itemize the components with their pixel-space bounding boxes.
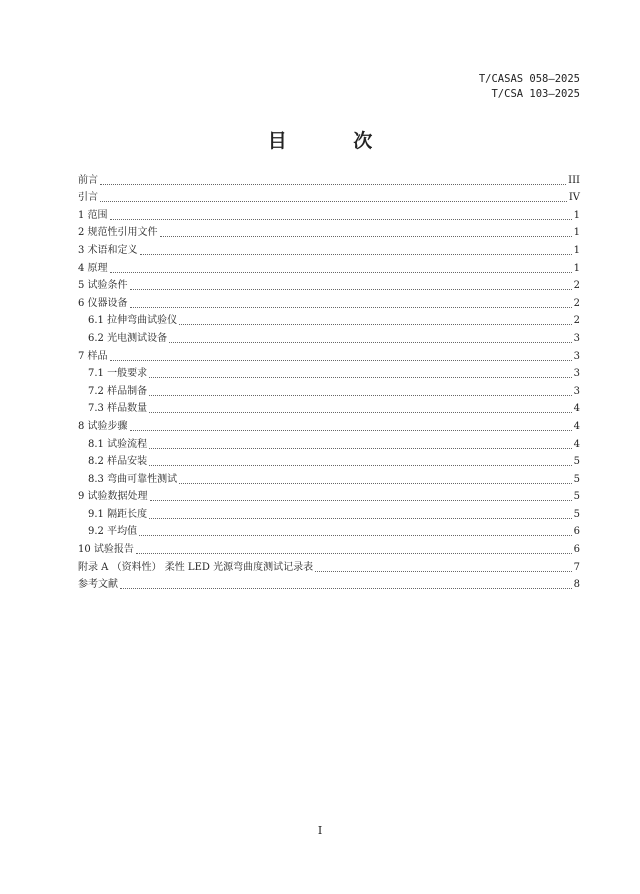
toc-entry-label: 参考文献 (78, 579, 118, 591)
toc-entry[interactable] (78, 468, 580, 486)
toc-entry-page: 4 (573, 420, 580, 432)
toc-entry-label: 引言 (78, 192, 98, 204)
toc-leader-dots (160, 236, 572, 237)
toc-leader-dots (150, 500, 572, 501)
toc-leader-dots (179, 324, 572, 325)
toc-entry-label: 7.2 样品制备 (88, 385, 148, 397)
toc-entry-label: 3 术语和定义 (78, 244, 138, 256)
toc-entry-label: 6.2 光电测试设备 (88, 332, 168, 344)
toc-entry-label: 1 范围 (78, 209, 108, 221)
toc-leader-dots (149, 412, 572, 413)
toc-leader-dots (100, 201, 567, 202)
toc-entry[interactable] (78, 204, 580, 222)
toc-entry-page: 3 (573, 350, 580, 362)
toc-leader-dots (149, 465, 572, 466)
toc-entry-label: 9.2 平均值 (88, 526, 138, 538)
toc-entry[interactable] (78, 556, 580, 574)
toc-entry-page: III (568, 174, 580, 186)
toc-leader-dots (130, 289, 572, 290)
toc-leader-dots (140, 254, 572, 255)
toc-entry[interactable] (78, 415, 580, 433)
toc-entry[interactable] (78, 327, 580, 345)
toc-entry[interactable] (78, 451, 580, 469)
toc-leader-dots (130, 307, 572, 308)
toc-entry-label: 2 规范性引用文件 (78, 227, 158, 239)
standard-code-2: T/CSA 103—2025 (491, 88, 580, 100)
toc-entry-page: 3 (573, 385, 580, 397)
toc-entry-label: 附录 A （资料性） 柔性 LED 光源弯曲度测试记录表 (78, 561, 314, 573)
page-title: 目 次 (267, 130, 403, 152)
toc-leader-dots (120, 588, 572, 589)
toc-entry[interactable] (78, 310, 580, 328)
toc-entry[interactable] (78, 169, 580, 187)
toc-entry-page: 2 (573, 297, 580, 309)
toc-entry-page: 6 (573, 544, 580, 556)
toc-entry-label: 9.1 隔距长度 (88, 508, 148, 520)
toc-entry-page: 2 (573, 315, 580, 327)
toc-entry[interactable] (78, 574, 580, 592)
toc-leader-dots (100, 184, 566, 185)
toc-entry-label: 6 仪器设备 (78, 297, 128, 309)
toc-entry[interactable] (78, 433, 580, 451)
toc-entry-page: IV (568, 192, 580, 204)
toc-entry[interactable] (78, 380, 580, 398)
toc-entry-page: 4 (573, 403, 580, 415)
toc-entry[interactable] (78, 292, 580, 310)
toc-leader-dots (110, 272, 572, 273)
toc-entry-label: 8.2 样品安装 (88, 456, 148, 468)
toc-entry-page: 3 (573, 368, 580, 380)
toc-entry-label: 8.1 试验流程 (88, 438, 148, 450)
toc-entry-page: 5 (573, 491, 580, 503)
toc-entry-page: 5 (573, 473, 580, 485)
toc-entry-page: 8 (573, 579, 580, 591)
toc-entry-page: 1 (573, 262, 580, 274)
toc-leader-dots (179, 483, 572, 484)
toc-leader-dots (110, 360, 572, 361)
toc-leader-dots (136, 553, 572, 554)
toc-entry-label: 7.3 样品数量 (88, 403, 148, 415)
toc-leader-dots (149, 377, 572, 378)
toc-entry-label: 前言 (78, 174, 98, 186)
toc-entry-page: 6 (573, 526, 580, 538)
toc-leader-dots (169, 342, 572, 343)
toc-entry-label: 8.3 弯曲可靠性测试 (88, 473, 178, 485)
toc-leader-dots (149, 448, 572, 449)
toc-entry-page: 4 (573, 438, 580, 450)
toc-leader-dots (149, 518, 572, 519)
toc-entry-page: 1 (573, 244, 580, 256)
standard-codes (479, 72, 580, 102)
toc-entry[interactable] (78, 239, 580, 257)
toc-entry[interactable] (78, 275, 580, 293)
toc-entry[interactable] (78, 486, 580, 504)
toc-entry-label: 10 试验报告 (78, 544, 134, 556)
toc-entry[interactable] (78, 521, 580, 539)
toc-entry-label: 8 试验步骤 (78, 420, 128, 432)
toc-entry-page: 1 (573, 209, 580, 221)
toc-entry[interactable] (78, 363, 580, 381)
toc-leader-dots (110, 219, 572, 220)
toc-entry-label: 6.1 拉伸弯曲试验仪 (88, 315, 178, 327)
toc-entry[interactable] (78, 257, 580, 275)
toc-entry[interactable] (78, 538, 580, 556)
toc-leader-dots (139, 535, 572, 536)
toc-entry[interactable] (78, 222, 580, 240)
toc-entry-page: 5 (573, 456, 580, 468)
toc-entry-page: 3 (573, 332, 580, 344)
toc-entry-page: 1 (573, 227, 580, 239)
standard-code-1: T/CASAS 058—2025 (478, 73, 580, 85)
page-number: I (317, 824, 323, 837)
toc-entry-label: 4 原理 (78, 262, 108, 274)
toc-entry-label: 5 试验条件 (78, 280, 128, 292)
toc-entry-page: 7 (573, 561, 580, 573)
toc-entry[interactable] (78, 345, 580, 363)
toc-entry[interactable] (78, 503, 580, 521)
toc-entry[interactable] (78, 398, 580, 416)
toc-entry-label: 9 试验数据处理 (78, 491, 148, 503)
toc-entry-label: 7.1 一般要求 (88, 368, 148, 380)
toc-entry-label: 7 样品 (78, 350, 108, 362)
toc-entry-page: 2 (573, 280, 580, 292)
table-of-contents (78, 169, 580, 591)
toc-leader-dots (315, 571, 572, 572)
toc-leader-dots (130, 430, 572, 431)
toc-entry[interactable] (78, 187, 580, 205)
toc-leader-dots (149, 395, 572, 396)
toc-entry-page: 5 (573, 508, 580, 520)
